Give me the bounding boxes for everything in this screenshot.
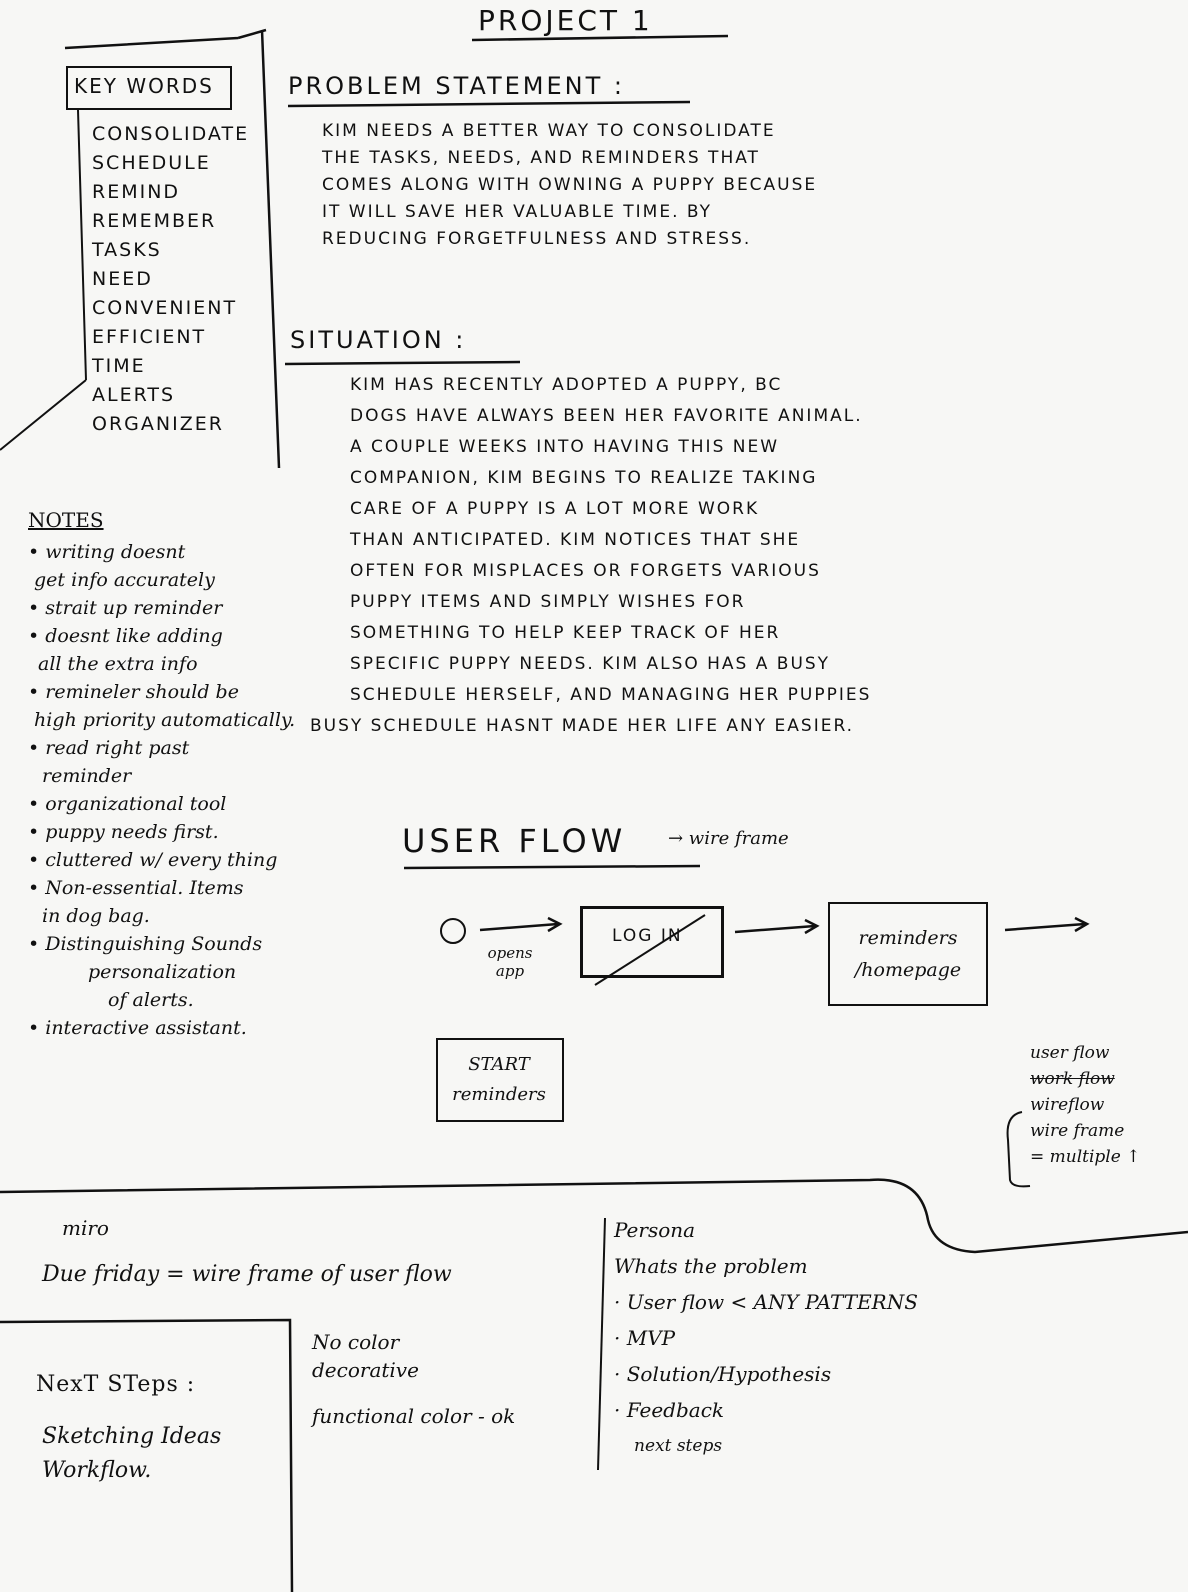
persona-item: · Feedback (614, 1398, 725, 1422)
note-line: in dog bag. (42, 905, 150, 927)
userflow-title: USER FLOW (402, 822, 627, 860)
note-line: • strait up reminder (28, 597, 223, 619)
note-line: high priority automatically. (34, 709, 296, 731)
side-note-line: = multiple ↑ (1030, 1147, 1141, 1167)
keyword-item: REMEMBER (92, 210, 217, 232)
note-line: • read right past (28, 737, 190, 759)
persona-item: · User flow < ANY PATTERNS (614, 1290, 918, 1314)
note-line: • interactive assistant. (28, 1017, 247, 1039)
situation-line: THAN ANTICIPATED. KIM NOTICES THAT SHE (350, 530, 801, 550)
situation-line: KIM HAS RECENTLY ADOPTED A PUPPY, BC (350, 375, 783, 395)
keyword-item: ALERTS (92, 384, 176, 406)
next-steps-title: NexT STeps : (36, 1372, 196, 1397)
situation-line: DOGS HAVE ALWAYS BEEN HER FAVORITE ANIMAL. (350, 406, 863, 426)
note-line: • puppy needs first. (28, 821, 219, 843)
keyword-item: EFFICIENT (92, 326, 207, 348)
keywords-list (92, 120, 249, 439)
persona-item: next steps (634, 1436, 723, 1456)
keyword-item: SCHEDULE (92, 152, 211, 174)
problem-line: COMES ALONG WITH OWNING A PUPPY BECAUSE (322, 175, 818, 195)
side-note-line: user flow (1030, 1043, 1110, 1063)
keyword-item: NEED (92, 268, 153, 290)
persona-item: · Solution/Hypothesis (614, 1362, 832, 1386)
situation-line: BUSY SCHEDULE HASNT MADE HER LIFE ANY EASIER. (310, 716, 855, 736)
side-note-line: wireflow (1030, 1095, 1105, 1115)
no-color-note: No color decorative (312, 1330, 419, 1382)
note-line: get info accurately (34, 569, 215, 591)
opens-app-label: opens app (487, 944, 533, 980)
situation-line: SOMETHING TO HELP KEEP TRACK OF HER (350, 623, 781, 643)
page-title: PROJECT 1 (478, 4, 653, 37)
situation-text (310, 370, 871, 742)
situation-line: COMPANION, KIM BEGINS TO REALIZE TAKING (350, 468, 818, 488)
functional-color-note: functional color - ok (312, 1404, 516, 1428)
due-friday-note: Due friday = wire frame of user flow (42, 1262, 452, 1287)
situation-line: SPECIFIC PUPPY NEEDS. KIM ALSO HAS A BUSY (350, 654, 831, 674)
notes-list (28, 538, 295, 1042)
problem-title: PROBLEM STATEMENT : (288, 72, 625, 100)
side-note-line: wire frame (1030, 1121, 1125, 1141)
next-steps-list (42, 1420, 221, 1488)
keywords-title: KEY WORDS (74, 74, 214, 98)
situation-line: OFTEN FOR MISPLACES OR FORGETS VARIOUS (350, 561, 821, 581)
note-line: reminder (42, 765, 132, 787)
keyword-item: CONSOLIDATE (92, 123, 250, 145)
start-reminders-label: START reminders (452, 1054, 546, 1105)
miro-label: miro (62, 1216, 109, 1240)
problem-line: IT WILL SAVE HER VALUABLE TIME. BY (322, 202, 713, 222)
persona-item: Persona (614, 1218, 696, 1242)
notes-title: NOTES (28, 508, 104, 532)
user-smiley-icon (440, 918, 466, 944)
note-line: • organizational tool (28, 793, 227, 815)
situation-line: PUPPY ITEMS AND SIMPLY WISHES FOR (350, 592, 746, 612)
problem-line: REDUCING FORGETFULNESS AND STRESS. (322, 229, 752, 249)
situation-line: SCHEDULE HERSELF, AND MANAGING HER PUPPIES (350, 685, 872, 705)
note-line: personalization (88, 961, 237, 983)
next-step-item: Sketching Ideas (42, 1424, 222, 1449)
reminders-homepage-label: reminders /homepage (854, 927, 962, 981)
note-line: • remineler should be (28, 681, 239, 703)
side-note-line: work flow (1030, 1069, 1115, 1089)
note-line: • writing doesnt (28, 541, 186, 563)
persona-item: · MVP (614, 1326, 676, 1350)
note-line: • Distinguishing Sounds (28, 933, 263, 955)
note-line: • cluttered w/ every thing (28, 849, 278, 871)
persona-list (614, 1212, 918, 1464)
keyword-item: REMIND (92, 181, 181, 203)
problem-line: KIM NEEDS A BETTER WAY TO CONSOLIDATE (322, 121, 776, 141)
keyword-item: ORGANIZER (92, 413, 224, 435)
persona-item: Whats the problem (614, 1254, 808, 1278)
note-line: • doesnt like adding (28, 625, 223, 647)
situation-title: SITUATION : (290, 326, 467, 354)
login-label: LOG IN (612, 926, 683, 946)
keyword-item: CONVENIENT (92, 297, 238, 319)
situation-line: A COUPLE WEEKS INTO HAVING THIS NEW (350, 437, 780, 457)
userflow-arrow-note: → wire frame (668, 828, 789, 849)
userflow-side-note (1030, 1040, 1140, 1170)
note-line: • Non-essential. Items (28, 877, 244, 899)
note-line: all the extra info (38, 653, 198, 675)
keyword-item: TIME (92, 355, 146, 377)
keyword-item: TASKS (92, 239, 162, 261)
situation-line: CARE OF A PUPPY IS A LOT MORE WORK (350, 499, 760, 519)
note-line: of alerts. (108, 989, 194, 1011)
next-step-item: Workflow. (42, 1458, 152, 1483)
problem-text (322, 118, 817, 253)
problem-line: THE TASKS, NEEDS, AND REMINDERS THAT (322, 148, 760, 168)
